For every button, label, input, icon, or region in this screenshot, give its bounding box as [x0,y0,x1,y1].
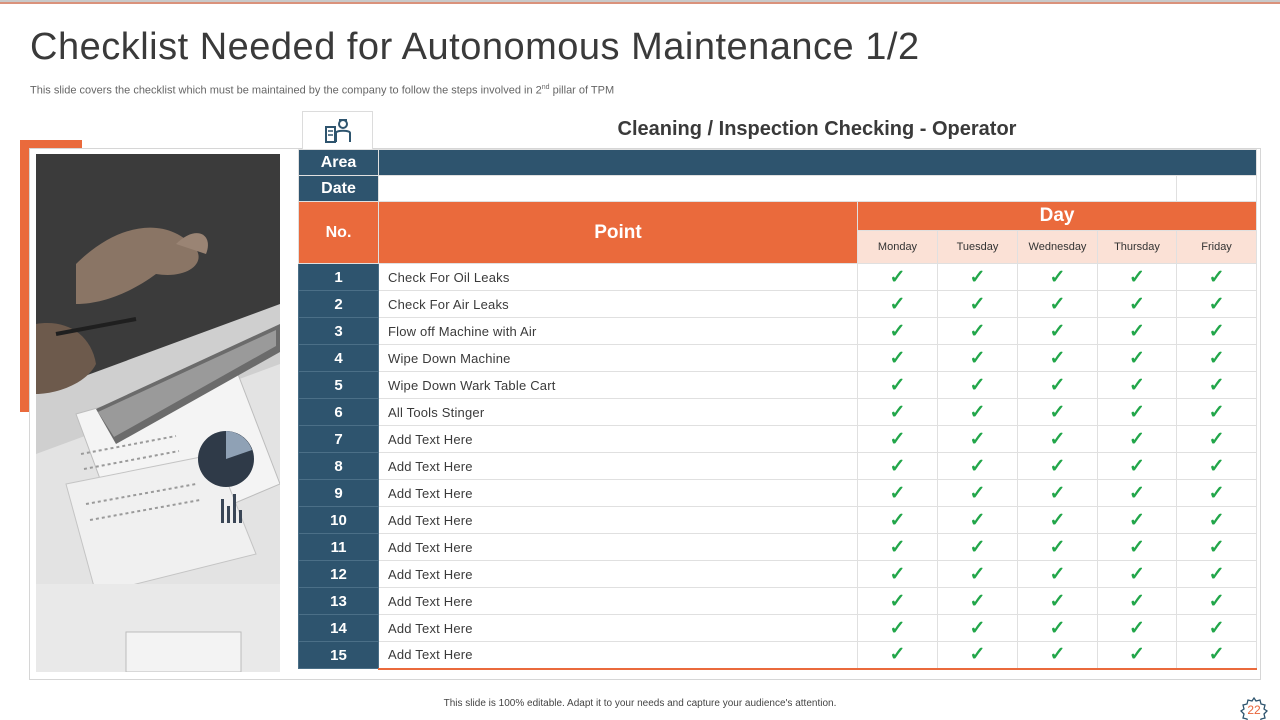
check-mark-icon[interactable]: ✓ [1018,453,1098,480]
row-number: 12 [299,561,379,588]
check-mark-icon[interactable]: ✓ [858,588,938,615]
row-number: 1 [299,264,379,291]
row-point: Add Text Here [379,453,858,480]
check-mark-icon[interactable]: ✓ [1018,264,1098,291]
date-row [299,176,1257,202]
check-mark-icon[interactable]: ✓ [938,291,1018,318]
check-mark-icon[interactable]: ✓ [1098,453,1177,480]
check-mark-icon[interactable]: ✓ [1098,399,1177,426]
check-mark-icon[interactable]: ✓ [938,480,1018,507]
check-mark-icon[interactable]: ✓ [1018,345,1098,372]
check-mark-icon[interactable]: ✓ [1098,561,1177,588]
check-mark-icon[interactable]: ✓ [1177,345,1257,372]
table-row [299,345,1257,372]
slide-title: Checklist Needed for Autonomous Maintenance 1/2 [30,26,920,68]
table-row [299,480,1257,507]
check-mark-icon[interactable]: ✓ [938,264,1018,291]
check-mark-icon[interactable]: ✓ [858,291,938,318]
weekday-monday: Monday [858,231,938,264]
check-mark-icon[interactable]: ✓ [938,345,1018,372]
row-point: Wipe Down Wark Table Cart [379,372,858,399]
check-mark-icon[interactable]: ✓ [1098,372,1177,399]
weekday-wednesday: Wednesday [1018,231,1098,264]
top-rule-accent [0,2,1280,4]
table-row [299,615,1257,642]
check-mark-icon[interactable]: ✓ [1098,318,1177,345]
date-label: Date [299,176,379,202]
table-row [299,561,1257,588]
row-number: 8 [299,453,379,480]
row-point: Wipe Down Machine [379,345,858,372]
weekday-friday: Friday [1177,231,1257,264]
check-mark-icon[interactable]: ✓ [858,615,938,642]
no-column-header: No. [299,202,379,264]
date-value-field[interactable] [379,176,1177,202]
weekday-tuesday: Tuesday [938,231,1018,264]
row-number: 15 [299,642,379,669]
check-mark-icon[interactable]: ✓ [1018,480,1098,507]
check-mark-icon[interactable]: ✓ [1098,345,1177,372]
check-mark-icon[interactable]: ✓ [1177,291,1257,318]
check-mark-icon[interactable]: ✓ [1177,642,1257,669]
check-mark-icon[interactable]: ✓ [1018,588,1098,615]
subtitle-text-end: pillar of TPM [549,84,615,97]
check-mark-icon[interactable]: ✓ [858,534,938,561]
row-point: Add Text Here [379,561,858,588]
area-label: Area [299,150,379,176]
check-mark-icon[interactable]: ✓ [938,399,1018,426]
check-mark-icon[interactable]: ✓ [858,372,938,399]
row-number: 5 [299,372,379,399]
check-mark-icon[interactable]: ✓ [1177,318,1257,345]
check-mark-icon[interactable]: ✓ [938,318,1018,345]
check-mark-icon[interactable]: ✓ [1098,264,1177,291]
check-mark-icon[interactable]: ✓ [938,642,1018,669]
header-row-top [299,202,1257,231]
check-mark-icon[interactable]: ✓ [1098,615,1177,642]
check-mark-icon[interactable]: ✓ [938,561,1018,588]
table-row [299,534,1257,561]
checklist-table [298,149,1257,670]
check-mark-icon[interactable]: ✓ [938,588,1018,615]
check-mark-icon[interactable]: ✓ [858,453,938,480]
row-point: Add Text Here [379,480,858,507]
check-mark-icon[interactable]: ✓ [938,507,1018,534]
table-row [299,264,1257,291]
check-mark-icon[interactable]: ✓ [858,561,938,588]
check-mark-icon[interactable]: ✓ [1098,507,1177,534]
check-mark-icon[interactable]: ✓ [1177,588,1257,615]
check-mark-icon[interactable]: ✓ [858,426,938,453]
table-row [299,372,1257,399]
table-row [299,507,1257,534]
table-row [299,642,1257,669]
check-mark-icon[interactable]: ✓ [858,480,938,507]
row-point: Check For Oil Leaks [379,264,858,291]
check-mark-icon[interactable]: ✓ [938,426,1018,453]
check-mark-icon[interactable]: ✓ [1177,399,1257,426]
check-mark-icon[interactable]: ✓ [1098,426,1177,453]
row-point: Add Text Here [379,534,858,561]
check-mark-icon[interactable]: ✓ [1177,426,1257,453]
area-row [299,150,1257,176]
table-row [299,588,1257,615]
row-point: Flow off Machine with Air [379,318,858,345]
check-mark-icon[interactable]: ✓ [1098,291,1177,318]
check-mark-icon[interactable]: ✓ [1018,291,1098,318]
table-row [299,318,1257,345]
table-row [299,399,1257,426]
table-row [299,291,1257,318]
subtitle-text: This slide covers the checklist which must be maintained by the company to follow the steps involved in 2 [30,84,542,97]
check-mark-icon[interactable]: ✓ [858,642,938,669]
photo-illustration [36,154,280,672]
row-point: Add Text Here [379,507,858,534]
check-mark-icon[interactable]: ✓ [1018,561,1098,588]
table-row [299,453,1257,480]
worker-with-machine-icon [323,116,353,146]
row-number: 4 [299,345,379,372]
check-mark-icon[interactable]: ✓ [1018,642,1098,669]
date-extra-field[interactable] [1177,176,1257,202]
check-mark-icon[interactable]: ✓ [1098,480,1177,507]
day-column-header: Day [858,202,1257,231]
check-mark-icon[interactable]: ✓ [1177,561,1257,588]
row-number: 3 [299,318,379,345]
check-mark-icon[interactable]: ✓ [858,507,938,534]
business-meeting-photo [36,154,280,672]
header-icon-box [302,111,373,151]
check-mark-icon[interactable]: ✓ [858,318,938,345]
row-number: 6 [299,399,379,426]
check-mark-icon[interactable]: ✓ [1018,318,1098,345]
row-number: 11 [299,534,379,561]
check-mark-icon[interactable]: ✓ [938,615,1018,642]
row-point: Add Text Here [379,426,858,453]
row-number: 14 [299,615,379,642]
check-mark-icon[interactable]: ✓ [1177,534,1257,561]
area-value-field[interactable] [379,150,1257,176]
check-mark-icon[interactable]: ✓ [938,534,1018,561]
weekday-thursday: Thursday [1098,231,1177,264]
row-point: Check For Air Leaks [379,291,858,318]
check-mark-icon[interactable]: ✓ [858,399,938,426]
check-mark-icon[interactable]: ✓ [1177,615,1257,642]
page-number: 22 [1247,703,1261,717]
row-number: 13 [299,588,379,615]
row-point: Add Text Here [379,615,858,642]
check-mark-icon[interactable]: ✓ [938,453,1018,480]
check-mark-icon[interactable]: ✓ [1018,426,1098,453]
subtitle-superscript: nd [541,84,550,91]
row-number: 2 [299,291,379,318]
row-number: 7 [299,426,379,453]
check-mark-icon[interactable]: ✓ [1018,372,1098,399]
table-row [299,426,1257,453]
check-mark-icon[interactable]: ✓ [1018,507,1098,534]
check-mark-icon[interactable]: ✓ [1018,615,1098,642]
check-mark-icon[interactable]: ✓ [1177,480,1257,507]
table-title: Cleaning / Inspection Checking - Operator [617,118,1017,140]
row-point: Add Text Here [379,588,858,615]
check-mark-icon[interactable]: ✓ [938,372,1018,399]
check-mark-icon[interactable]: ✓ [1018,534,1098,561]
check-mark-icon[interactable]: ✓ [1098,534,1177,561]
check-mark-icon[interactable]: ✓ [1098,588,1177,615]
row-point: All Tools Stinger [379,399,858,426]
check-mark-icon[interactable]: ✓ [1177,264,1257,291]
slide-subtitle [30,84,614,97]
footer-note: This slide is 100% editable. Adapt it to your needs and capture your audience's attention. [443,698,837,709]
point-column-header: Point [379,202,858,264]
check-mark-icon[interactable]: ✓ [858,264,938,291]
check-mark-icon[interactable]: ✓ [1177,372,1257,399]
check-mark-icon[interactable]: ✓ [858,345,938,372]
check-mark-icon[interactable]: ✓ [1177,453,1257,480]
check-mark-icon[interactable]: ✓ [1098,642,1177,669]
row-number: 9 [299,480,379,507]
row-point: Add Text Here [379,642,858,669]
row-number: 10 [299,507,379,534]
check-mark-icon[interactable]: ✓ [1177,507,1257,534]
check-mark-icon[interactable]: ✓ [1018,399,1098,426]
